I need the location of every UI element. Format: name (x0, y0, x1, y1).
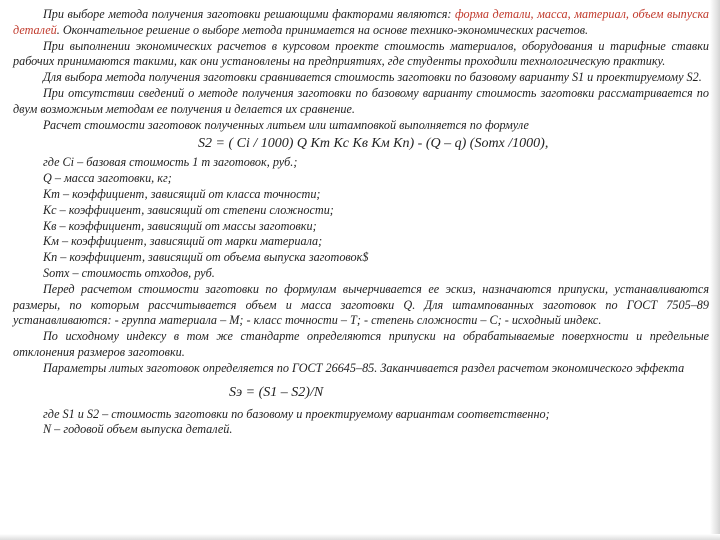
paragraph-n-def: N – годовой объем выпуска деталей. (43, 422, 233, 437)
definition-line: Kс – коэффициент, зависящий от степени сложности; (43, 202, 334, 217)
definition-line: Kт – коэффициент, зависящий от класса точности; (43, 186, 321, 201)
formula-blank-cost: S2 = ( Ci / 1000) Q Kт Kс Kв Kм Kп) - (Q – q) (Sотх /1000), (198, 136, 549, 152)
page-shadow-right (710, 0, 720, 540)
definition-line: где Ci – базовая стоимость 1 т заготовок, руб.; (43, 155, 298, 170)
definition-line: Kм – коэффициент, зависящий от марки материала; (43, 234, 323, 249)
paragraph-economic-calc: При выполнении экономических расчетов в курсовом проекте стоимость материалов, оборудования и тарифные ставки рабочих принимаются такими, как они установлены на предприятиях, где студенты проходили технологическую практику. (13, 38, 709, 69)
paragraph-factors (13, 7, 709, 39)
document-body (13, 7, 709, 438)
factors-conclusion: . Окончательное решение о выборе метода принимается на основе технико-экономических расчетов. (56, 22, 589, 37)
factors-intro: При выборе метода получения заготовки решающими факторами являются: (43, 7, 456, 21)
paragraph-comparison: Для выбора метода получения заготовки сравнивается стоимость заготовки по базовому варианту S1 и проектируемому S2. (43, 70, 702, 85)
definition-line: Q – масса заготовки, кг; (43, 171, 172, 186)
factors-highlight: форма детали, масса, материал, объем выпуска деталей (13, 7, 709, 37)
paragraph-s1-s2-def: где S1 и S2 – стоимость заготовки по базовому и проектируемому вариантам соответственно; (43, 406, 550, 421)
definition-line: Kв – коэффициент, зависящий от массы заготовки; (43, 218, 317, 233)
paragraph-formula-intro: Расчет стоимости заготовок полученных литьем или штамповкой выполняется по формуле (43, 117, 529, 132)
formula-economic-effect: Sэ = (S1 – S2)/N (229, 384, 324, 400)
paragraph-allowances: По исходному индексу в том же стандарте определяются припуски на обрабатываемые поверхности и предельные отклонения размеров заготовки. (13, 329, 709, 359)
paragraph-sketch: Перед расчетом стоимости заготовки по формулам вычерчивается ее эскиз, назначаются припуски, устанавливаются размеры, по которым рассчитывается объем и масса заготовки Q. Для штампованных заготовок по ГОСТ 7505–89 устанавливаются: - группа материала – М; - класс точности – Т; - степень сложности – С; - исходный индекс. (13, 281, 709, 328)
paragraph-no-data: При отсутствии сведений о методе получения заготовки по базовому варианту стоимость заготовки рассматривается по двум возможным методам ее получения и делается их сравнение. (13, 85, 709, 116)
page-shadow-bottom (0, 534, 720, 540)
definition-line: Sотх – стоимость отходов, руб. (43, 265, 215, 280)
definition-line: Kп – коэффициент, зависящий от объема выпуска заготовок$ (43, 250, 369, 265)
paragraph-cast-params: Параметры литых заготовок определяется по ГОСТ 26645–85. Заканчивается раздел расчетом экономического эффекта (43, 360, 685, 375)
